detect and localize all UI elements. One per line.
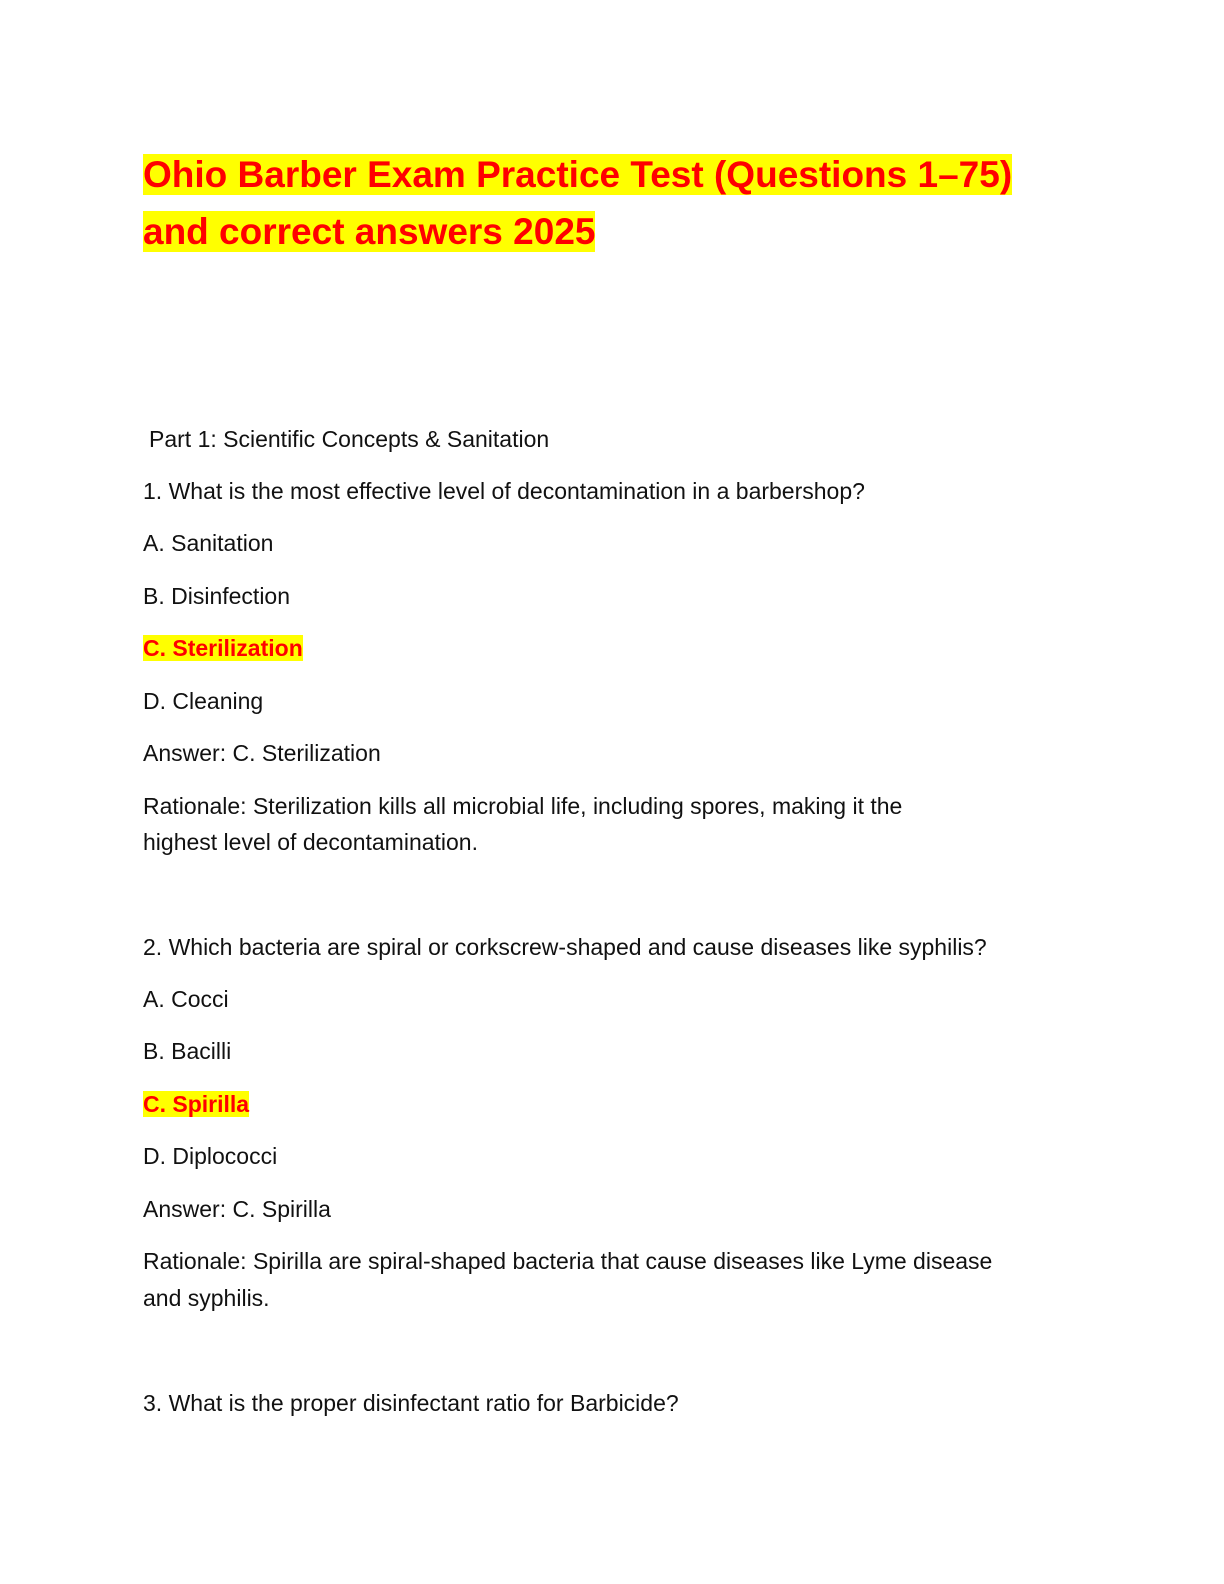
q2-rationale-line-1: Rationale: Spirilla are spiral-shaped bacteria that cause diseases like Lyme disease bbox=[143, 1248, 993, 1274]
q2-option-b: B. Bacilli bbox=[143, 1038, 232, 1064]
question-1: 1. What is the most effective level of decontamination in a barbershop? bbox=[143, 478, 865, 504]
q1-rationale-line-2: highest level of decontamination. bbox=[143, 829, 478, 855]
q2-option-c-correct bbox=[143, 1086, 249, 1122]
q1-option-d: D. Cleaning bbox=[143, 688, 264, 714]
q1-option-b: B. Disinfection bbox=[143, 583, 291, 609]
question-3: 3. What is the proper disinfectant ratio for Barbicide? bbox=[143, 1390, 679, 1416]
q2-rationale-line-2: and syphilis. bbox=[143, 1285, 270, 1311]
question-2: 2. Which bacteria are spiral or corkscrew-shaped and cause diseases like syphilis? bbox=[143, 934, 987, 960]
document-title bbox=[143, 146, 1083, 260]
q2-option-d: D. Diplococci bbox=[143, 1143, 278, 1169]
title-line-1: Ohio Barber Exam Practice Test (Questions 1–75) bbox=[143, 154, 1013, 195]
q1-option-c-correct bbox=[143, 630, 303, 666]
q2-correct-highlight: C. Spirilla bbox=[143, 1091, 250, 1117]
q2-answer: Answer: C. Spirilla bbox=[143, 1196, 331, 1222]
title-line-2: and correct answers 2025 bbox=[143, 211, 596, 252]
q2-option-a: A. Cocci bbox=[143, 986, 229, 1012]
part-heading: Part 1: Scientific Concepts & Sanitation bbox=[149, 426, 550, 452]
q1-rationale-line-1: Rationale: Sterilization kills all microbial life, including spores, making it the bbox=[143, 793, 903, 819]
q1-answer: Answer: C. Sterilization bbox=[143, 740, 381, 766]
q1-option-a: A. Sanitation bbox=[143, 530, 274, 556]
q1-correct-highlight: C. Sterilization bbox=[143, 635, 303, 661]
